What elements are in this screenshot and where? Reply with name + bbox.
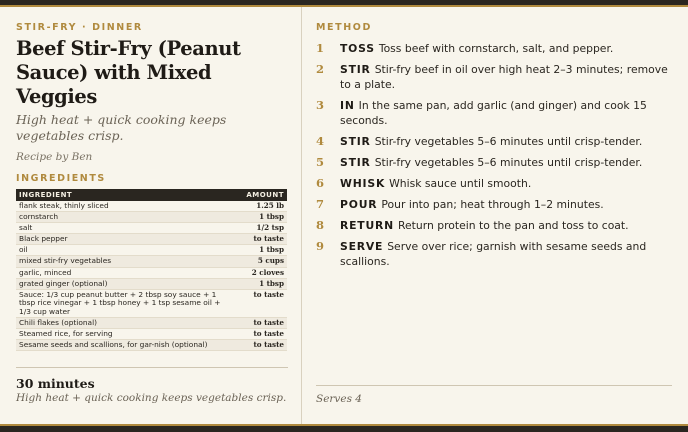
top-border-accent bbox=[0, 5, 688, 7]
step-body bbox=[340, 197, 604, 212]
ingredient-name: mixed stir-fry vegetables bbox=[16, 256, 225, 267]
ingredient-row bbox=[16, 223, 287, 234]
method-step bbox=[316, 41, 676, 56]
amount-column-header: AMOUNT bbox=[225, 189, 287, 201]
ingredient-name: cornstarch bbox=[16, 212, 225, 223]
step-verb: STIR bbox=[340, 135, 371, 148]
ingredient-amount: 1/2 tsp bbox=[225, 223, 287, 234]
step-number: 2 bbox=[316, 62, 325, 76]
step-verb: STIR bbox=[340, 63, 371, 76]
step-verb: RETURN bbox=[340, 219, 394, 232]
step-body bbox=[340, 218, 629, 233]
ingredient-name: flank steak, thinly sliced bbox=[16, 201, 225, 212]
step-text: Return protein to the pan and toss to coat. bbox=[397, 219, 629, 232]
ingredient-amount: to taste bbox=[225, 318, 287, 329]
ingredient-name: garlic, minced bbox=[16, 267, 225, 278]
recipe-footnote: High heat + quick cooking keeps vegetables crisp. bbox=[16, 392, 287, 404]
ingredient-name: Sauce: 1/3 cup peanut butter + 2 tbsp soy sauce + 1 tbsp rice vinegar + 1 tbsp honey + 1 tsp sesame oil + 1/3 cup water bbox=[16, 289, 225, 317]
method-step bbox=[316, 239, 676, 269]
method-step bbox=[316, 155, 676, 170]
right-footer-rule bbox=[316, 385, 672, 386]
recipe-byline: Recipe by Ben bbox=[16, 151, 93, 163]
step-body bbox=[340, 239, 676, 269]
step-number: 3 bbox=[316, 98, 325, 112]
recipe-kicker: STIR-FRY · DINNER bbox=[16, 22, 143, 33]
ingredient-amount: to taste bbox=[225, 234, 287, 245]
top-border bbox=[0, 0, 688, 7]
step-number: 7 bbox=[316, 197, 325, 211]
method-step bbox=[316, 218, 676, 233]
left-footer-rule bbox=[16, 367, 288, 368]
ingredient-amount: to taste bbox=[225, 340, 287, 351]
method-step bbox=[316, 62, 676, 92]
ingredient-amount: 1 tbsp bbox=[225, 278, 287, 289]
ingredient-amount: to taste bbox=[225, 289, 287, 317]
recipe-header-column bbox=[16, 22, 288, 351]
method-step bbox=[316, 134, 676, 149]
ingredient-amount: to taste bbox=[225, 329, 287, 340]
method-step bbox=[316, 197, 676, 212]
ingredient-amount: 1.25 lb bbox=[225, 201, 287, 212]
ingredient-name: salt bbox=[16, 223, 225, 234]
ingredients-body bbox=[16, 201, 287, 351]
step-text: Toss beef with cornstarch, salt, and pepper. bbox=[378, 42, 614, 55]
step-verb: WHISK bbox=[340, 177, 386, 190]
method-step bbox=[316, 98, 676, 128]
ingredient-name: Black pepper bbox=[16, 234, 225, 245]
step-text: Stir-fry beef in oil over high heat 2–3 minutes; remove to a plate. bbox=[340, 63, 668, 91]
ingredient-row bbox=[16, 329, 287, 340]
step-body bbox=[340, 98, 676, 128]
ingredient-name: grated ginger (optional) bbox=[16, 278, 225, 289]
method-step bbox=[316, 176, 676, 191]
ingredient-amount: 2 cloves bbox=[225, 267, 287, 278]
method-column bbox=[316, 22, 676, 275]
serves-count: Serves 4 bbox=[316, 393, 362, 405]
step-number: 5 bbox=[316, 155, 325, 169]
ingredient-row bbox=[16, 318, 287, 329]
step-verb: IN bbox=[340, 99, 355, 112]
ingredient-row bbox=[16, 278, 287, 289]
ingredients-table bbox=[16, 189, 287, 351]
ingredient-row bbox=[16, 267, 287, 278]
ingredient-row bbox=[16, 201, 287, 212]
step-text: Stir-fry vegetables 5–6 minutes until crisp-tender. bbox=[374, 135, 643, 148]
total-time: 30 minutes bbox=[16, 376, 95, 391]
step-verb: POUR bbox=[340, 198, 378, 211]
step-verb: STIR bbox=[340, 156, 371, 169]
ingredient-row bbox=[16, 212, 287, 223]
recipe-subtitle: High heat + quick cooking keeps vegetables crisp. bbox=[16, 112, 227, 143]
ingredient-name: Sesame seeds and scallions, for gar-nish (optional) bbox=[16, 340, 225, 351]
ingredient-row bbox=[16, 245, 287, 256]
step-body bbox=[340, 134, 642, 149]
ingredient-row bbox=[16, 256, 287, 267]
step-number: 6 bbox=[316, 176, 325, 190]
step-number: 1 bbox=[316, 41, 325, 55]
bottom-border bbox=[0, 424, 688, 432]
bottom-border-accent bbox=[0, 424, 688, 426]
step-verb: TOSS bbox=[340, 42, 375, 55]
ingredient-row bbox=[16, 340, 287, 351]
step-body bbox=[340, 62, 676, 92]
step-text: In the same pan, add garlic (and ginger) and cook 15 seconds. bbox=[340, 99, 647, 127]
ingredient-amount: 1 tbsp bbox=[225, 245, 287, 256]
step-body bbox=[340, 176, 531, 191]
recipe-title: Beef Stir-Fry (Peanut Sauce) with Mixed Veggies bbox=[16, 37, 241, 108]
ingredient-amount: 5 cups bbox=[225, 256, 287, 267]
step-body bbox=[340, 155, 642, 170]
step-text: Pour into pan; heat through 1–2 minutes. bbox=[381, 198, 604, 211]
ingredients-header-row bbox=[16, 189, 287, 201]
step-text: Whisk sauce until smooth. bbox=[389, 177, 532, 190]
step-number: 8 bbox=[316, 218, 325, 232]
step-text: Stir-fry vegetables 5–6 minutes until crisp-tender. bbox=[374, 156, 643, 169]
method-heading: METHOD bbox=[316, 22, 372, 33]
ingredient-amount: 1 tbsp bbox=[225, 212, 287, 223]
ingredients-heading: INGREDIENTS bbox=[16, 173, 106, 184]
step-number: 4 bbox=[316, 134, 325, 148]
column-divider bbox=[301, 7, 302, 424]
ingredient-name: Chili flakes (optional) bbox=[16, 318, 225, 329]
method-steps bbox=[316, 41, 676, 269]
ingredient-row bbox=[16, 289, 287, 317]
ingredient-column-header: INGREDIENT bbox=[16, 189, 225, 201]
ingredient-name: Steamed rice, for serving bbox=[16, 329, 225, 340]
step-verb: SERVE bbox=[340, 240, 384, 253]
step-body bbox=[340, 41, 613, 56]
step-number: 9 bbox=[316, 239, 325, 253]
step-text: Serve over rice; garnish with sesame seeds and scallions. bbox=[340, 240, 647, 268]
ingredient-row bbox=[16, 234, 287, 245]
ingredient-name: oil bbox=[16, 245, 225, 256]
